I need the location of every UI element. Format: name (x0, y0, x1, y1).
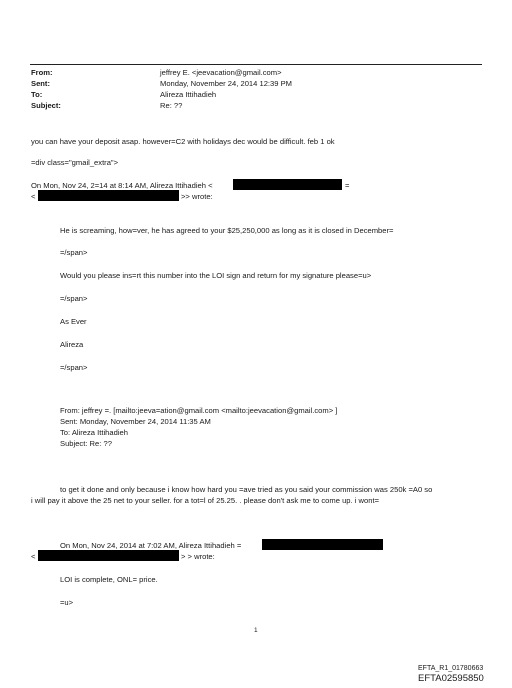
footer-ref-1: EFTA_R1_01780663 (418, 665, 484, 672)
quote2-line: On Mon, Nov 24, 2014 at 7:02 AM, Alireza Ittihadieh = (60, 541, 242, 550)
body-line-2: =div class="gmail_extra"> (31, 158, 119, 167)
forwarded-to: To: Alireza Ittihadieh (60, 428, 128, 437)
quote1-eq: = (345, 181, 350, 190)
from-value: jeffrey E. <jeevacation@gmail.com> (160, 68, 282, 77)
span-tag: =/span> (60, 363, 88, 372)
forwarded-sent: Sent: Monday, November 24, 2014 11:35 AM (60, 417, 211, 426)
body-paragraph: Would you please ins=rt this number into the LOI sign and return for my signature please=u> (60, 271, 372, 280)
forwarded-subject: Subject: Re: ?? (60, 439, 112, 448)
body-paragraph: =u> (60, 598, 74, 607)
redaction-block (233, 179, 342, 190)
sent-value: Monday, November 24, 2014 12:39 PM (160, 79, 292, 88)
span-tag: =/span> (60, 294, 88, 303)
from-label: From: (31, 68, 53, 77)
page-number: 1 (254, 627, 258, 634)
body-paragraph: to get it done and only because i know how hard you =ave tried as you said your commission was 250k =A0 so (60, 485, 433, 494)
subject-label: Subject: (31, 101, 61, 110)
redaction-block (262, 539, 383, 550)
redaction-block (38, 550, 179, 561)
sent-label: Sent: (31, 79, 50, 88)
quote1-wrote: >> wrote: (181, 192, 213, 201)
sender-name: Alireza (60, 340, 84, 349)
span-tag: =/span> (60, 248, 88, 257)
body-line-1: you can have your deposit asap. however=C2 with holidays dec would be difficult. feb 1 ok (31, 137, 335, 146)
footer-ref-2: EFTA02595850 (418, 673, 484, 684)
to-label: To: (31, 90, 43, 99)
forwarded-from: From: jeffrey =. [mailto:jeeva=ation@gmail.com <mailto:jeevacation@gmail.com> ] (60, 406, 338, 415)
body-paragraph: i will pay it above the 25 net to your seller. for a tot=l of 25.25. . please don't ask me to come up. i wont= (31, 496, 380, 505)
quote2-lt: < (31, 552, 36, 561)
body-paragraph: LOI is complete, ONL= price. (60, 575, 158, 584)
body-paragraph: He is screaming, how=ver, he has agreed to your $25,250,000 as long as it is closed in December= (60, 226, 394, 235)
quote1-lt: < (31, 192, 36, 201)
subject-value: Re: ?? (160, 101, 183, 110)
sign-off: As Ever (60, 317, 87, 326)
header-rule (30, 64, 482, 65)
redaction-block (38, 190, 179, 201)
quote2-wrote: > > wrote: (181, 552, 215, 561)
quote1-line: On Mon, Nov 24, 2=14 at 8:14 AM, Alireza Ittihadieh < (31, 181, 213, 190)
to-value: Alireza Ittihadieh (160, 90, 217, 99)
